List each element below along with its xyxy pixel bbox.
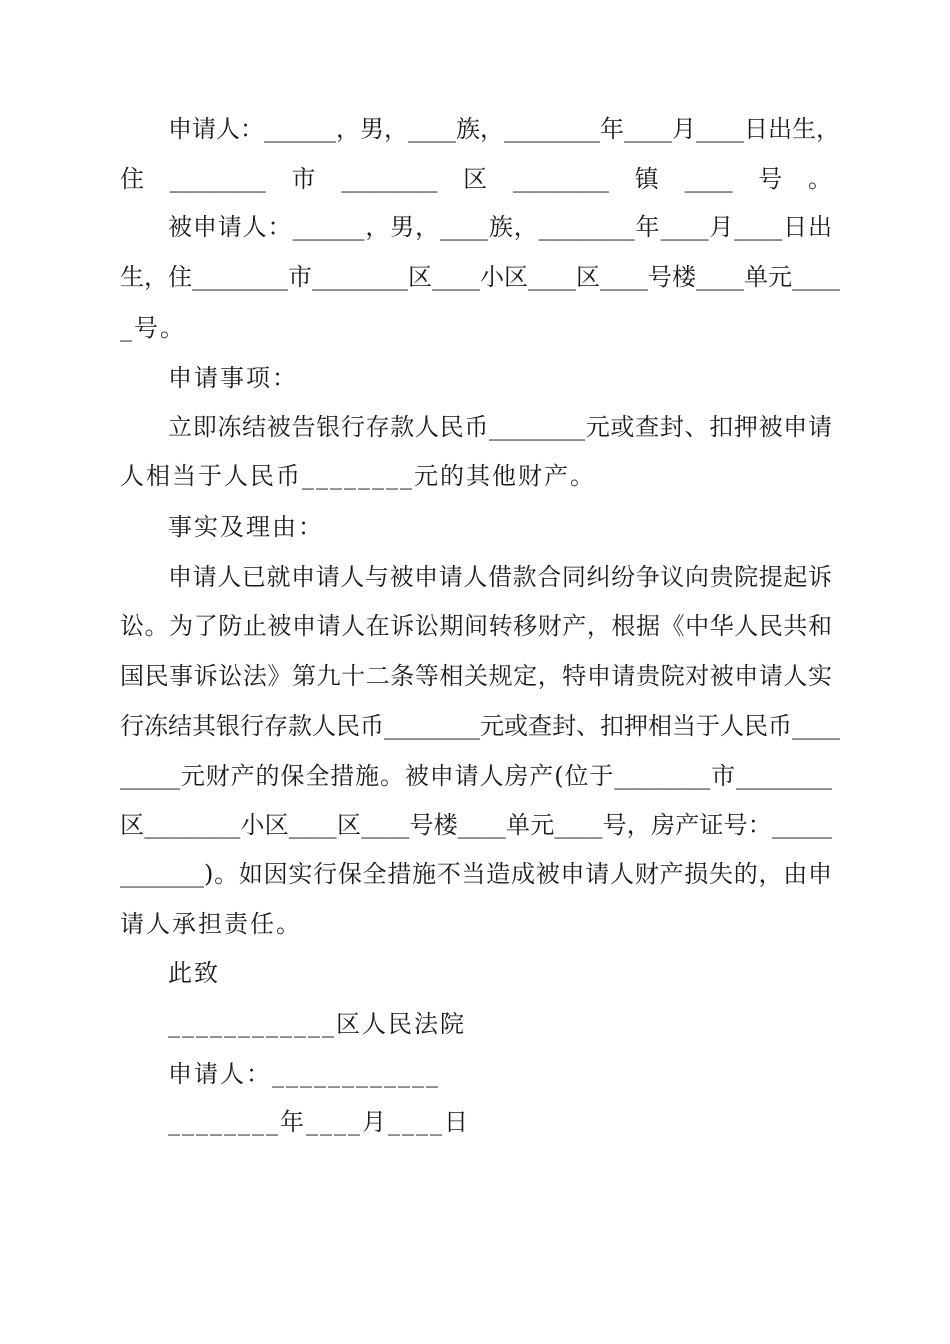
reasons-line-7: _______)。如因实行保全措施不当造成被申请人财产损失的，由申 (120, 860, 832, 888)
respondent-line-1: 被申请人：______，男，____族，________年____月____日出 (168, 213, 832, 241)
reasons-heading: 事实及理由： (168, 513, 324, 541)
applicant-line-2: 住________市________区________镇____号。 (120, 165, 832, 193)
reasons-line-4: 行冻结其银行存款人民币________元或查封、扣押相当于人民币____ (120, 712, 840, 740)
respondent-line-2: 生，住________市________区____小区____区____号楼____单元____ (120, 263, 840, 291)
reasons-line-3: 国民事诉讼法》第九十二条等相关规定，特申请贵院对被申请人实 (120, 662, 832, 690)
respondent-line-3: _号。 (120, 314, 186, 342)
reasons-line-2: 讼。为了防止被申请人在诉讼期间转移财产，根据《中华人民共和 (120, 612, 832, 640)
applicant-line-1: 申请人：______，男，____族，________年____月____日出生， (168, 115, 840, 143)
document-date: ________年____月____日 (168, 1108, 470, 1136)
closing-salutation: 此致 (168, 959, 220, 987)
reasons-line-1: 申请人已就申请人与被申请人借款合同纠纷争议向贵院提起诉 (168, 563, 832, 591)
claims-line-1: 立即冻结被告银行存款人民币________元或查封、扣押被申请 (168, 413, 832, 441)
reasons-line-8: 请人承担责任。 (120, 910, 302, 938)
claims-line-2: 人相当于人民币________元的其他财产。 (120, 462, 596, 490)
reasons-line-6: 区________小区____区____号楼____单元____号，房产证号：_____ (120, 811, 832, 839)
reasons-line-5: _____元财产的保全措施。被申请人房产(位于________市________ (120, 762, 832, 790)
claims-heading: 申请事项： (168, 364, 298, 392)
applicant-signature: 申请人：____________ (168, 1060, 440, 1088)
court-name: ____________区人民法院 (168, 1010, 466, 1038)
